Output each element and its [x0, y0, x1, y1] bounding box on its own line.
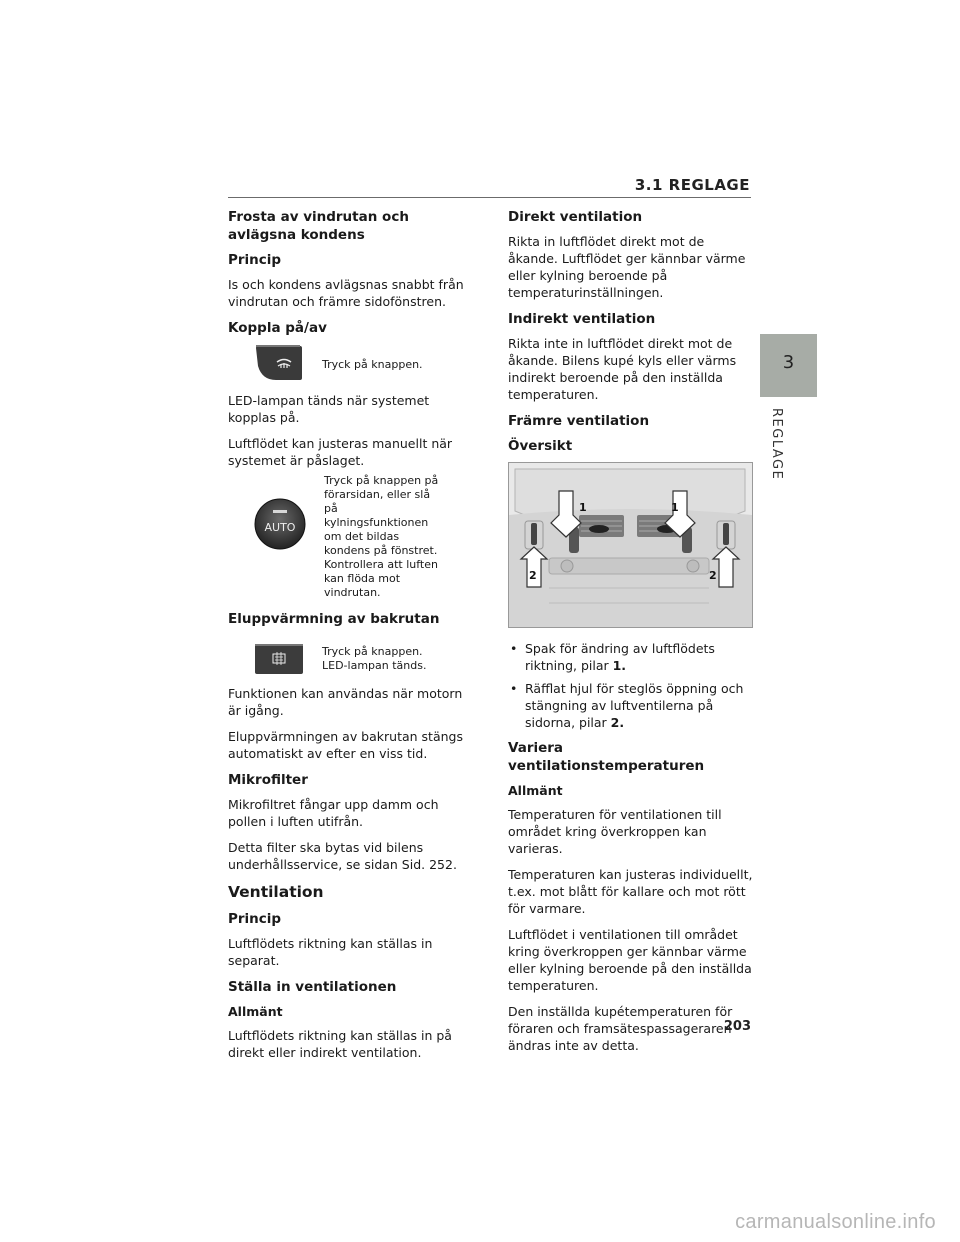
overview-heading: Översikt: [508, 438, 573, 454]
left-column: [228, 208, 473, 1070]
chapter-number: 3: [782, 352, 795, 373]
vary-text-1: Temperaturen för ventilationen till området kring överkroppen kan varieras.: [508, 807, 722, 856]
arrow-label-2-right: 2: [709, 569, 717, 582]
dashboard-vents-figure: [508, 462, 753, 628]
vary-general-heading: Allmänt: [508, 783, 563, 798]
microfilter-heading: Mikrofilter: [228, 772, 308, 788]
rear-defrost-figure: [228, 635, 473, 675]
right-column: [508, 208, 753, 1063]
microfilter-text-2: Detta filter ska bytas vid bilens underhållsservice, se sidan Sid. 252.: [228, 840, 457, 872]
section-header: 3.1 REGLAGE: [634, 176, 750, 194]
general-heading: Allmänt: [228, 1004, 283, 1019]
rear-window-defrost-button-icon: [254, 643, 304, 675]
rear-defrost-heading: Eluppvärmning av bakrutan: [228, 611, 440, 627]
legend-item: • Spak för ändring av luftflödets riktning, pilar 1.: [508, 640, 753, 674]
auto-button-icon: [254, 496, 306, 552]
auto-button-label: AUTO: [264, 521, 296, 534]
vary-text-4: Den inställda kupétemperaturen för föraren och framsätespassageraren ändras inte av detta.: [508, 1004, 733, 1053]
principle-text: Is och kondens avlägsnas snabbt från vindrutan och främre sidofönstren.: [228, 277, 464, 309]
indirect-ventilation-heading: Indirekt ventilation: [508, 311, 656, 327]
chapter-label: REGLAGE: [769, 408, 784, 481]
overview-legend: [508, 640, 753, 731]
rear-defrost-caption: Tryck på knappen. LED-lampan tänds.: [322, 645, 427, 672]
header-divider: [228, 197, 751, 198]
ventilation-principle-heading: Princip: [228, 911, 282, 927]
vary-temperature-heading: Variera ventilationstemperaturen: [508, 740, 705, 774]
auto-button-figure: [228, 474, 473, 600]
ventilation-heading: Ventilation: [228, 883, 324, 901]
principle-heading: Princip: [228, 252, 282, 268]
vary-text-3: Luftflödet i ventilationen till området kring överkroppen ger kännbar värme eller kylning beroende på den inställda temperaturen.: [508, 927, 752, 993]
onoff-heading: Koppla på/av: [228, 320, 327, 336]
indirect-ventilation-text: Rikta inte in luftflödet direkt mot de åkande. Bilens kupé kyls eller värms indirekt beroende på den inställda temperaturen.: [508, 336, 737, 402]
set-ventilation-heading: Ställa in ventilationen: [228, 979, 397, 995]
legend-item: • Räfflat hjul för steglös öppning och stängning av luftventilerna på sidorna, pilar 2.: [508, 680, 753, 731]
led-text: LED-lampan tänds när systemet kopplas på.: [228, 393, 430, 425]
front-ventilation-heading: Främre ventilation: [508, 413, 650, 429]
direct-ventilation-heading: Direkt ventilation: [508, 209, 643, 225]
defrost-button-figure: [228, 344, 473, 382]
arrow-label-1-left: 1: [579, 501, 587, 514]
direct-ventilation-text: Rikta in luftflödet direkt mot de åkande. Luftflödet ger kännbar värme eller kylning beroende på temperaturinställningen.: [508, 234, 746, 300]
defrost-heading: Frosta av vindrutan och avlägsna kondens: [228, 209, 409, 243]
arrow-label-2-left: 2: [529, 569, 537, 582]
windshield-defrost-button-icon: [254, 344, 304, 382]
general-text: Luftflödets riktning kan ställas in på direkt eller indirekt ventilation.: [228, 1028, 452, 1060]
dashboard-vents-illustration: [509, 463, 752, 627]
auto-button-caption: Tryck på knappen på förarsidan, eller slå på kylningsfunktionen om det bildas kondens på fönstret. Kontrollera att luften kan flöda mot vindrutan.: [324, 474, 439, 599]
watermark: carmanualsonline.info: [735, 1211, 936, 1233]
arrow-label-1-right: 1: [671, 501, 679, 514]
defrost-button-caption: Tryck på knappen.: [322, 358, 423, 371]
vary-text-2: Temperaturen kan justeras individuellt, t.ex. mot blått för kallare och mot rött för varmare.: [508, 867, 753, 916]
rear-text-2: Eluppvärmningen av bakrutan stängs automatiskt av efter en viss tid.: [228, 729, 463, 761]
page-number: 203: [723, 1019, 751, 1034]
ventilation-principle-text: Luftflödets riktning kan ställas in separat.: [228, 936, 433, 968]
airflow-text: Luftflödet kan justeras manuellt när systemet är påslaget.: [228, 436, 453, 468]
rear-text-1: Funktionen kan användas när motorn är igång.: [228, 686, 463, 718]
microfilter-text-1: Mikrofiltret fångar upp damm och pollen i luften utifrån.: [228, 797, 439, 829]
